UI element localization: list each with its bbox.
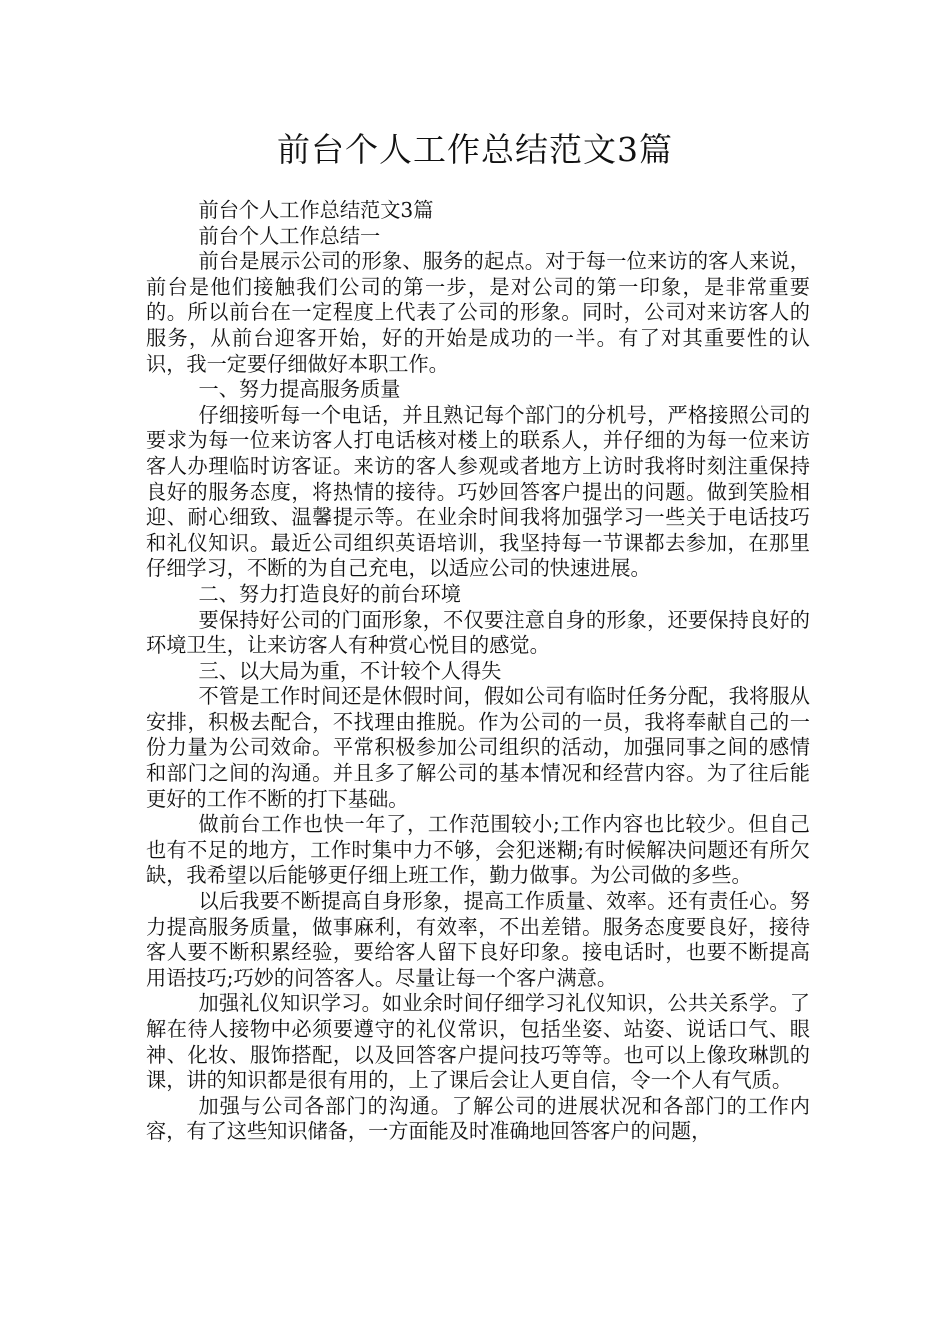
body-paragraph: 要保持好公司的门面形象，不仅要注意自身的形象，还要保持良好的环境卫生，让来访客人有种赏心悦目的感觉。 — [146, 607, 810, 658]
section-heading: 前台个人工作总结一 — [198, 223, 381, 248]
body-paragraph: 仔细接听每一个电话，并且熟记每个部门的分机号，严格接照公司的要求为每一位来访客人打电话核对楼上的联系人，并仔细的为每一位来访客人办理临时访客证。来访的客人参观或者地方上访时我将时刻注重保持良好的服务态度，将热情的接待。巧妙回答客户提出的问题。做到笑脸相迎、耐心细致、温馨提示等。在业余时间我将加强学习一些关于电话技巧和礼仪知识。最近公司组织英语培训，我坚持每一节课都去参加，在那里仔细学习，不断的为自己充电，以适应公司的快速进展。 — [146, 402, 810, 581]
body-paragraph: 不管是工作时间还是休假时间，假如公司有临时任务分配，我将服从安排，积极去配合，不找理由推脱。作为公司的一员，我将奉献自己的一份力量为公司效命。平常积极参加公司组织的活动，加强同事之间的感情和部门之间的沟通。并且多了解公司的基本情况和经营内容。为了往后能更好的工作不断的打下基础。 — [146, 684, 810, 811]
section-heading: 一、努力提高服务质量 — [198, 377, 401, 402]
body-paragraph: 以后我要不断提高自身形象，提高工作质量、效率。还有责任心。努力提高服务质量，做事麻利，有效率，不出差错。服务态度要良好，接待客人要不断积累经验，要给客人留下良好印象。接电话时，也要不断提高用语技巧;巧妙的问答客人。尽量让每一个客户满意。 — [146, 889, 810, 990]
subtitle-line: 前台个人工作总结范文3篇 — [198, 198, 434, 222]
document-title: 前台个人工作总结范文3篇 — [277, 130, 673, 169]
section-heading: 二、努力打造良好的前台环境 — [198, 581, 461, 606]
body-paragraph: 加强礼仪知识学习。如业余时间仔细学习礼仪知识，公共关系学。了解在待人接物中必须要遵守的礼仪常识，包括坐姿、站姿、说话口气、眼神、化妆、服饰搭配，以及回答客户提问技巧等等。也可以上像玫琳凯的课，讲的知识都是很有用的，上了课后会让人更自信，令一个人有气质。 — [146, 991, 810, 1093]
body-paragraph: 前台是展示公司的形象、服务的起点。对于每一位来访的客人来说，前台是他们接触我们公司的第一步，是对公司的第一印象，是非常重要的。所以前台在一定程度上代表了公司的形象。同时，公司对来访客人的服务，从前台迎客开始，好的开始是成功的一半。有了对其重要性的认识，我一定要仔细做好本职工作。 — [146, 249, 810, 376]
body-paragraph: 做前台工作也快一年了，工作范围较小;工作内容也比较少。但自己也有不足的地方，工作时集中力不够，会犯迷糊;有时候解决问题还有所欠缺，我希望以后能够更仔细上班工作，勤力做事。为公司做的多些。 — [146, 812, 810, 888]
document-body — [146, 198, 810, 1145]
section-heading: 三、以大局为重，不计较个人得失 — [198, 658, 502, 683]
body-paragraph: 加强与公司各部门的沟通。了解公司的进展状况和各部门的工作内容，有了这些知识储备，一方面能及时准确地回答客户的问题， — [146, 1093, 810, 1144]
